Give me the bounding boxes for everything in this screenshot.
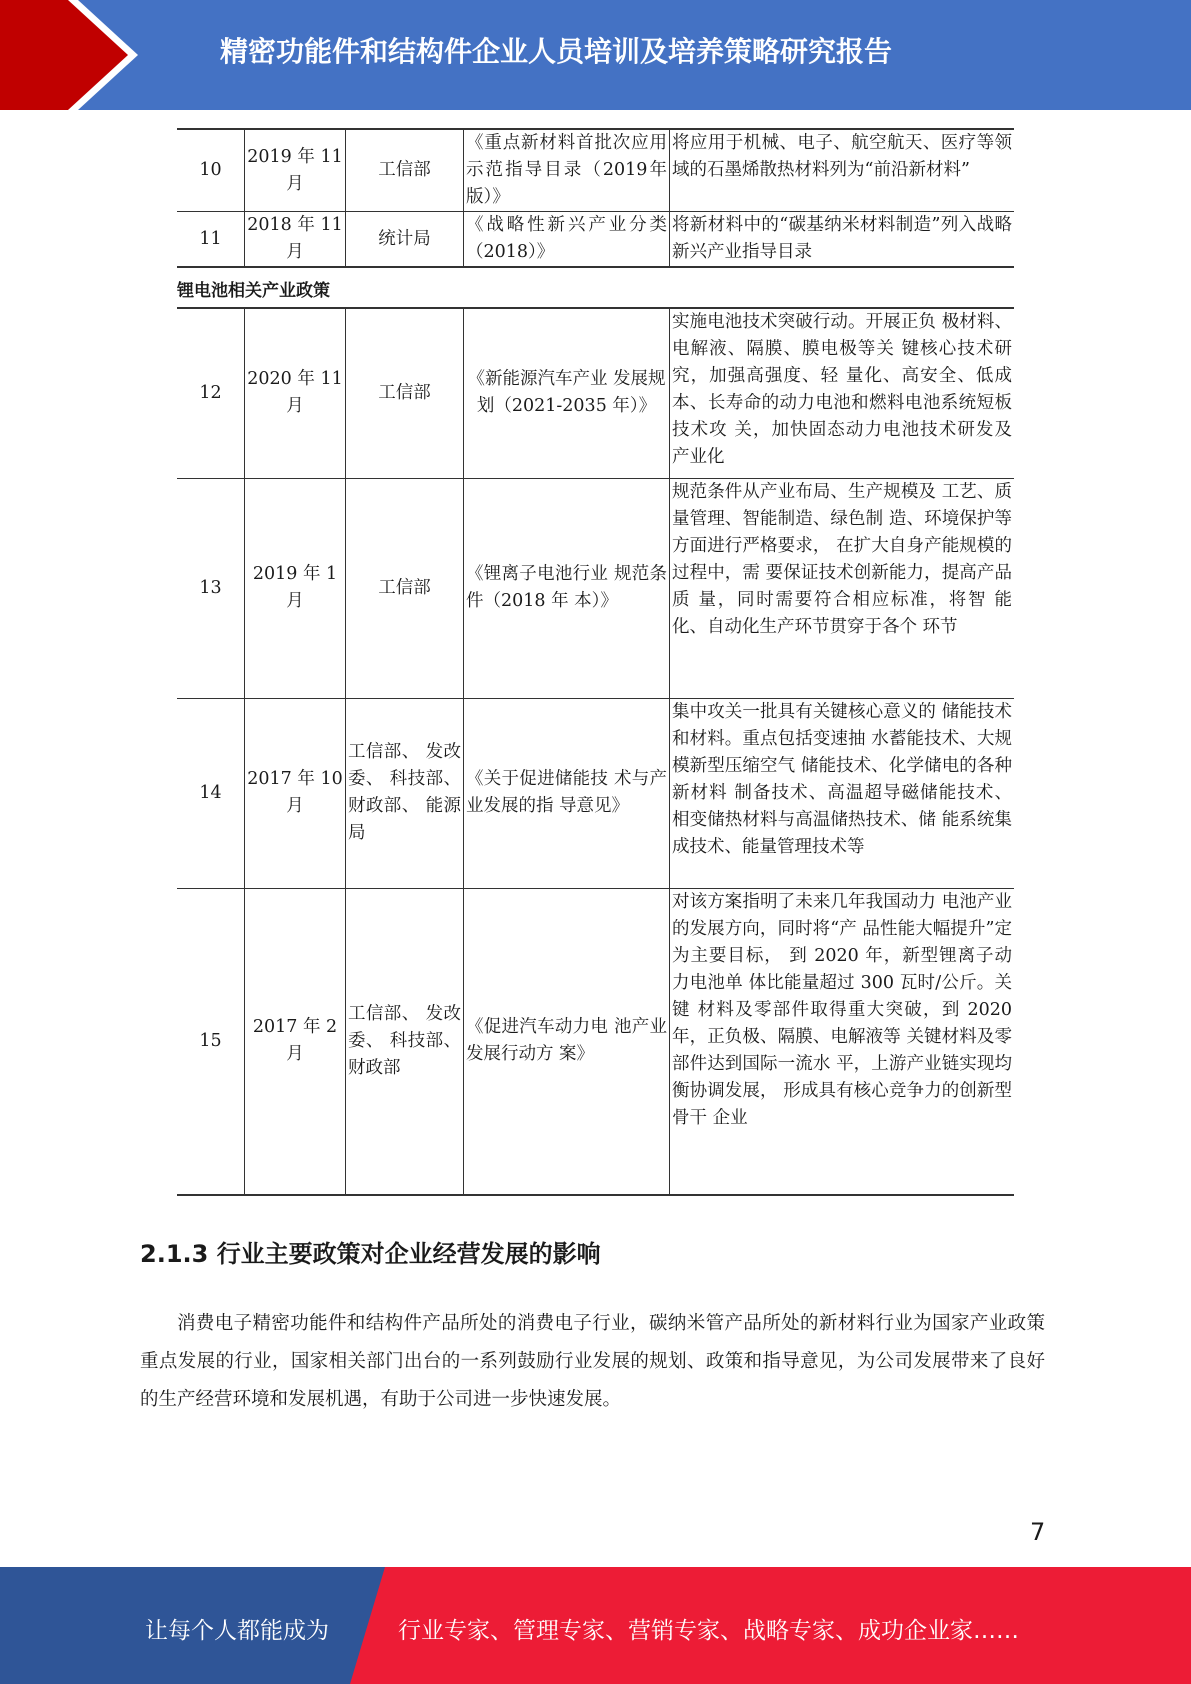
header-chevron-decoration [0,0,150,110]
policy-name: 《促进汽车动力电 池产业发展行动方 案》 [464,888,670,1195]
department: 工信部、 发改委、 科技部、 财政部、 能源局 [346,698,464,888]
policy-content: 实施电池技术突破行动。开展正负 极材料、电解液、隔膜、膜电极等关 键核心技术研究，加强高强度、轻 量化、高安全、低成本、长寿命的动力电池和燃料电池系统短板技术攻 关，加快固态动力电池技术研发及 产业化 [670,308,1015,478]
issue-date: 2020 年 11 月 [245,308,346,478]
section-label-lithium-battery: 锂电池相关产业政策 [177,281,330,301]
department: 统计局 [346,212,464,268]
policy-table-new-materials [177,128,1014,268]
footer-slogan-right: 行业专家、管理专家、营销专家、战略专家、成功企业家…… [398,1618,1019,1644]
policy-content: 将应用于机械、电子、航空航天、医疗等领域的石墨烯散热材料列为“前沿新材料” [670,129,1015,212]
issue-date: 2017 年 2 月 [245,888,346,1195]
policy-content: 将新材料中的“碳基纳米材料制造”列入战略新兴产业指导目录 [670,212,1015,268]
policy-name: 《新能源汽车产业 发展规划（2021-2035 年）》 [464,308,670,478]
table-row [177,478,1014,698]
row-number: 13 [177,478,245,698]
row-number: 10 [177,129,245,212]
issue-date: 2019 年 1 月 [245,478,346,698]
page-header [0,0,1191,110]
row-number: 15 [177,888,245,1195]
policy-name: 《锂离子电池行业 规范条件（2018 年 本）》 [464,478,670,698]
table-row [177,888,1014,1195]
report-title: 精密功能件和结构件企业人员培训及培养策略研究报告 [220,35,893,68]
department: 工信部 [346,478,464,698]
footer-slogan-left: 让每个人都能成为 [145,1618,329,1644]
department: 工信部 [346,129,464,212]
policy-name: 《重点新材料首批次应用示范指导目录（2019年版）》 [464,129,670,212]
policy-content: 集中攻关一批具有关键核心意义的 储能技术和材料。重点包括变速抽 水蓄能技术、大规模新型压缩空气 储能技术、化学储电的各种新材料 制备技术、高温超导磁储能技术、 相变储热材料与高温储热技术、储 能系统集成技术、能量管理技术等 [670,698,1015,888]
page-number: 7 [1030,1518,1046,1546]
row-number: 11 [177,212,245,268]
page-footer [0,1567,1191,1684]
row-number: 12 [177,308,245,478]
issue-date: 2017 年 10 月 [245,698,346,888]
section-heading: 2.1.3 行业主要政策对企业经营发展的影响 [140,1240,601,1268]
table-row [177,698,1014,888]
policy-content: 规范条件从产业布局、生产规模及 工艺、质量管理、智能制造、绿色制 造、环境保护等方面进行严格要求， 在扩大自身产能规模的过程中，需 要保证技术创新能力，提高产品质 量，同时需要符合相应标准，将智 能化、自动化生产环节贯穿于各个 环节 [670,478,1015,698]
body-paragraph: 消费电子精密功能件和结构件产品所处的消费电子行业，碳纳米管产品所处的新材料行业为国家产业政策重点发展的行业，国家相关部门出台的一系列鼓励行业发展的规划、政策和指导意见，为公司发展带来了良好的生产经营环境和发展机遇，有助于公司进一步快速发展。 [140,1313,1045,1410]
table-row [177,129,1014,212]
policy-content: 对该方案指明了未来几年我国动力 电池产业的发展方向，同时将“产 品性能大幅提升”定为主要目标， 到 2020 年，新型锂离子动力电池单 体比能量超过 300 瓦时/公斤。关键 材料及零部件取得重大突破，到 2020 年，正负极、隔膜、电解液等 关键材料及零部件达到国际一流水 平，上游产业链实现均衡协调发展， 形成具有核心竞争力的创新型骨干 企业 [670,888,1015,1195]
policy-table-lithium-battery [177,307,1014,1196]
table-row [177,212,1014,268]
policy-name: 《战略性新兴产业分类（2018）》 [464,212,670,268]
row-number: 14 [177,698,245,888]
issue-date: 2018 年 11 月 [245,212,346,268]
issue-date: 2019 年 11 月 [245,129,346,212]
department: 工信部 [346,308,464,478]
policy-name: 《关于促进储能技 术与产业发展的指 导意见》 [464,698,670,888]
department: 工信部、 发改委、 科技部、 财政部 [346,888,464,1195]
table-row [177,308,1014,478]
